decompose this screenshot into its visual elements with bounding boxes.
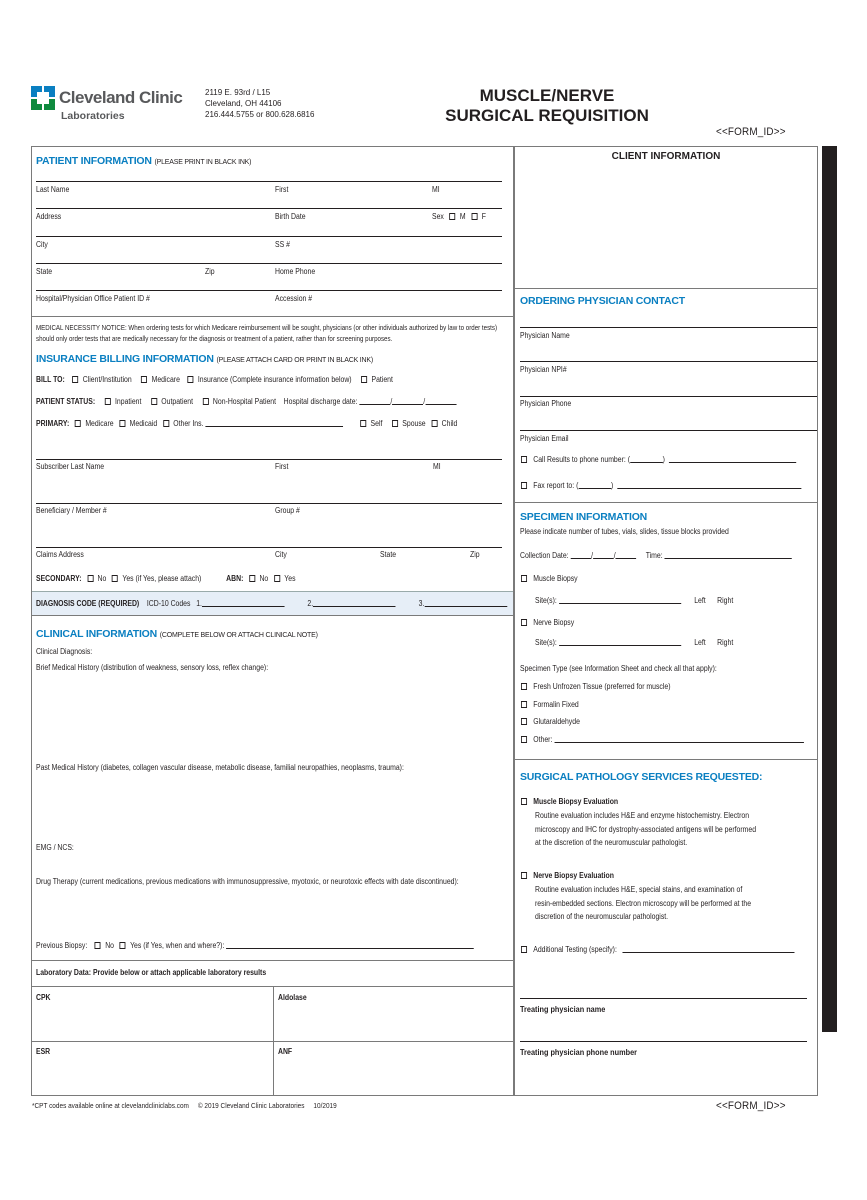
bill-to-row: BILL TO: Client/Institution Medicare Insurance (Complete insurance information below) Patient (36, 375, 393, 384)
additional-testing-field[interactable] (623, 945, 795, 953)
specimen-type-label: Specimen Type (see Information Sheet and check all that apply): (520, 664, 717, 673)
address-phone: 216.444.5755 or 800.628.6816 (205, 110, 315, 119)
subscriber-first-label: First (275, 462, 289, 471)
primary-row: PRIMARY: Medicare Medicaid Other Ins. Self Spouse Child (36, 419, 458, 428)
collection-date-field[interactable] (570, 551, 591, 559)
claims-state-label: State (380, 550, 397, 559)
primary-other-checkbox[interactable] (163, 420, 169, 427)
brief-history-label: Brief Medical History (distribution of weakness, sensory loss, reflex change): (36, 663, 269, 672)
client-info-area[interactable] (515, 165, 817, 287)
clinical-info-note: (COMPLETE BELOW OR ATTACH CLINICAL NOTE) (159, 632, 318, 639)
abn-yes-checkbox[interactable] (274, 575, 280, 582)
muscle-eval-desc-2: microscopy and IHC for dystrophy-associated antigens will be performed (535, 825, 757, 834)
subscriber-last-label: Subscriber Last Name (36, 462, 105, 471)
muscle-left-option[interactable]: Left (694, 596, 706, 605)
prev-biopsy-no-checkbox[interactable] (95, 942, 101, 949)
last-name-label: Last Name (36, 185, 70, 194)
fax-report-row: Fax report to: ( ) (521, 481, 801, 490)
insurance-note: (PLEASE ATTACH CARD OR PRINT IN BLACK INK) (216, 357, 373, 364)
sex-field: Sex M F (432, 212, 486, 221)
group-label: Group # (275, 506, 300, 515)
patient-id-label: Hospital/Physician Office Patient ID # (36, 294, 150, 303)
nerve-right-option[interactable]: Right (717, 638, 734, 647)
status-inpatient-checkbox[interactable] (105, 398, 111, 405)
nerve-eval-checkbox[interactable] (521, 872, 527, 879)
diagnosis-row: DIAGNOSIS CODE (REQUIRED) ICD-10 Codes 1. 2. 3. (36, 599, 507, 608)
page-title-line1: MUSCLE/NERVE (479, 86, 615, 105)
patient-status-row: PATIENT STATUS: Inpatient Outpatient Non-Hospital Patient Hospital discharge date: / / (36, 397, 456, 406)
sex-f-checkbox[interactable] (471, 213, 477, 220)
nerve-eval-desc-1: Routine evaluation includes H&E, special stains, and examination of (535, 885, 743, 894)
claims-city-label: City (275, 550, 287, 559)
type-fresh-checkbox[interactable] (521, 683, 527, 690)
address-line1: 2119 E. 93rd / L15 (205, 88, 271, 97)
relation-child-checkbox[interactable] (431, 420, 437, 427)
icd-code-2-field[interactable] (313, 599, 396, 607)
past-history-label: Past Medical History (diabetes, collagen vascular disease, metabolic disease, familial neuropathies, neoplasms, trauma): (36, 763, 404, 772)
type-other-row: Other: (521, 735, 804, 744)
type-fresh-row: Fresh Unfrozen Tissue (preferred for muscle) (521, 682, 671, 691)
address-label: Address (36, 212, 62, 221)
muscle-eval-checkbox[interactable] (521, 798, 527, 805)
form-id-bottom: <<FORM_ID>> (716, 1100, 786, 1112)
muscle-eval-desc-3: at the discretion of the neuromuscular pathologist. (535, 838, 688, 847)
address-line2: Cleveland, OH 44106 (205, 99, 282, 108)
form-id-top: <<FORM_ID>> (716, 126, 786, 138)
claims-address-label: Claims Address (36, 550, 84, 559)
muscle-sites-row: Site(s): Left Right (535, 596, 734, 605)
nerve-eval-row: Nerve Biopsy Evaluation (521, 871, 614, 880)
type-glutaraldehyde-checkbox[interactable] (521, 718, 527, 725)
bill-medicare-checkbox[interactable] (141, 376, 147, 383)
icd-code-1-field[interactable] (202, 599, 285, 607)
primary-medicaid-checkbox[interactable] (119, 420, 125, 427)
muscle-biopsy-checkbox[interactable] (521, 575, 527, 582)
muscle-sites-field[interactable] (559, 596, 681, 604)
nerve-eval-desc-2: resin-embedded sections. Electron microscopy will be performed at the (535, 899, 752, 908)
client-info-title: CLIENT INFORMATION (611, 151, 721, 162)
bill-patient-checkbox[interactable] (361, 376, 367, 383)
page-title-line2: SURGICAL REQUISITION (445, 106, 649, 125)
sex-m-checkbox[interactable] (450, 213, 456, 220)
left-panel (31, 146, 514, 1096)
claims-zip-label: Zip (470, 550, 480, 559)
icd-code-3-field[interactable] (424, 599, 507, 607)
specimen-info-sub: Please indicate number of tubes, vials, slides, tissue blocks provided (520, 527, 729, 536)
collection-time-field[interactable] (665, 551, 792, 559)
other-ins-field[interactable] (205, 419, 343, 427)
clinical-info-title: CLINICAL INFORMATION (COMPLETE BELOW OR ATTACH CLINICAL NOTE) (36, 628, 318, 640)
physician-npi-label: Physician NPI# (520, 365, 567, 374)
birth-date-label: Birth Date (275, 212, 306, 221)
insurance-title: INSURANCE BILLING INFORMATION (PLEASE ATTACH CARD OR PRINT IN BLACK INK) (36, 353, 373, 365)
lab-anf-label: ANF (278, 1047, 293, 1056)
lab-esr-label: ESR (36, 1047, 51, 1056)
status-outpatient-checkbox[interactable] (151, 398, 157, 405)
status-nonhospital-checkbox[interactable] (203, 398, 209, 405)
call-results-checkbox[interactable] (521, 456, 527, 463)
nerve-biopsy-row: Nerve Biopsy (521, 618, 574, 627)
lab-data-title: Laboratory Data: Provide below or attach applicable laboratory results (36, 968, 267, 977)
treating-physician-phone-label: Treating physician phone number (520, 1047, 637, 1057)
primary-medicare-checkbox[interactable] (75, 420, 81, 427)
nerve-left-option[interactable]: Left (694, 638, 706, 647)
patient-info-title: PATIENT INFORMATION (PLEASE PRINT IN BLACK INK) (36, 155, 252, 167)
nerve-sites-row: Site(s): Left Right (535, 638, 734, 647)
footer-text: *CPT codes available online at clevelandcliniclabs.com © 2019 Cleveland Clinic Laboratories 10/2019 (32, 1101, 337, 1110)
drug-therapy-label: Drug Therapy (current medications, previous medications with immunosuppressive, myotoxic, or neurotoxic effects with date discontinued): (36, 877, 459, 886)
ordering-physician-title: ORDERING PHYSICIAN CONTACT (520, 295, 685, 307)
first-name-label: First (275, 185, 289, 194)
cleveland-clinic-logo-icon (31, 86, 55, 110)
subscriber-mi-label: MI (433, 462, 441, 471)
brand-sub: Laboratories (61, 110, 125, 122)
beneficiary-label: Beneficiary / Member # (36, 506, 107, 515)
medical-necessity-notice: MEDICAL NECESSITY NOTICE: When ordering tests for which Medicare reimbursement will be sought, physicians (or other individuals authorized by law to order tests) should only order tests that are medically necessary for the diagnosis or treatment of a patient, rather than for screening purposes. (36, 323, 498, 343)
type-other-checkbox[interactable] (521, 736, 527, 743)
type-formalin-checkbox[interactable] (521, 701, 527, 708)
additional-testing-row: Additional Testing (specify): (521, 945, 795, 954)
collection-row: Collection Date: / / Time: (520, 551, 792, 560)
discharge-date-field[interactable] (359, 397, 390, 405)
treating-physician-name-label: Treating physician name (520, 1004, 606, 1014)
call-results-phone-field[interactable] (669, 455, 796, 463)
lab-aldolase-label: Aldolase (278, 993, 307, 1002)
nerve-sites-field[interactable] (559, 638, 681, 646)
additional-testing-checkbox[interactable] (521, 946, 527, 953)
type-formalin-row: Formalin Fixed (521, 700, 579, 709)
prev-biopsy-field[interactable] (226, 941, 474, 949)
type-other-field[interactable] (554, 735, 803, 743)
fax-report-checkbox[interactable] (521, 482, 527, 489)
call-results-row: Call Results to phone number: ( ) (521, 455, 796, 464)
relation-spouse-checkbox[interactable] (392, 420, 398, 427)
bill-client-checkbox[interactable] (72, 376, 78, 383)
physician-phone-label: Physician Phone (520, 399, 572, 408)
nerve-eval-desc-3: discretion of the neuromuscular pathologist. (535, 912, 669, 921)
specimen-info-title: SPECIMEN INFORMATION (520, 511, 648, 523)
secondary-yes-checkbox[interactable] (112, 575, 118, 582)
home-phone-label: Home Phone (275, 267, 316, 276)
mi-label: MI (432, 185, 440, 194)
bill-insurance-checkbox[interactable] (188, 376, 194, 383)
city-label: City (36, 240, 48, 249)
services-title: SURGICAL PATHOLOGY SERVICES REQUESTED: (520, 771, 763, 783)
logo (31, 86, 55, 110)
physician-name-label: Physician Name (520, 331, 570, 340)
lab-cpk-label: CPK (36, 993, 51, 1002)
patient-info-note: (PLEASE PRINT IN BLACK INK) (154, 159, 252, 166)
side-bar (822, 146, 837, 1032)
clinical-diagnosis-label: Clinical Diagnosis: (36, 647, 93, 656)
ss-label: SS # (275, 240, 290, 249)
abn-no-checkbox[interactable] (249, 575, 255, 582)
physician-email-label: Physician Email (520, 434, 569, 443)
accession-label: Accession # (275, 294, 313, 303)
prev-biopsy-yes-checkbox[interactable] (120, 942, 126, 949)
state-label: State (36, 267, 53, 276)
nerve-biopsy-checkbox[interactable] (521, 619, 527, 626)
type-glutaraldehyde-row: Glutaraldehyde (521, 717, 580, 726)
relation-self-checkbox[interactable] (360, 420, 366, 427)
muscle-eval-desc-1: Routine evaluation includes H&E and enzyme histochemistry. Electron (535, 811, 750, 820)
brand-name: Cleveland Clinic (59, 88, 183, 107)
secondary-row: SECONDARY: No Yes (if Yes, please attach) ABN: No Yes (36, 574, 296, 583)
muscle-right-option[interactable]: Right (717, 596, 734, 605)
emg-label: EMG / NCS: (36, 843, 74, 852)
secondary-no-checkbox[interactable] (87, 575, 93, 582)
muscle-eval-row: Muscle Biopsy Evaluation (521, 797, 618, 806)
fax-number-field[interactable] (617, 481, 801, 489)
zip-label: Zip (205, 267, 215, 276)
muscle-biopsy-row: Muscle Biopsy (521, 574, 578, 583)
previous-biopsy-row: Previous Biopsy: No Yes (if Yes, when and where?): (36, 941, 474, 950)
